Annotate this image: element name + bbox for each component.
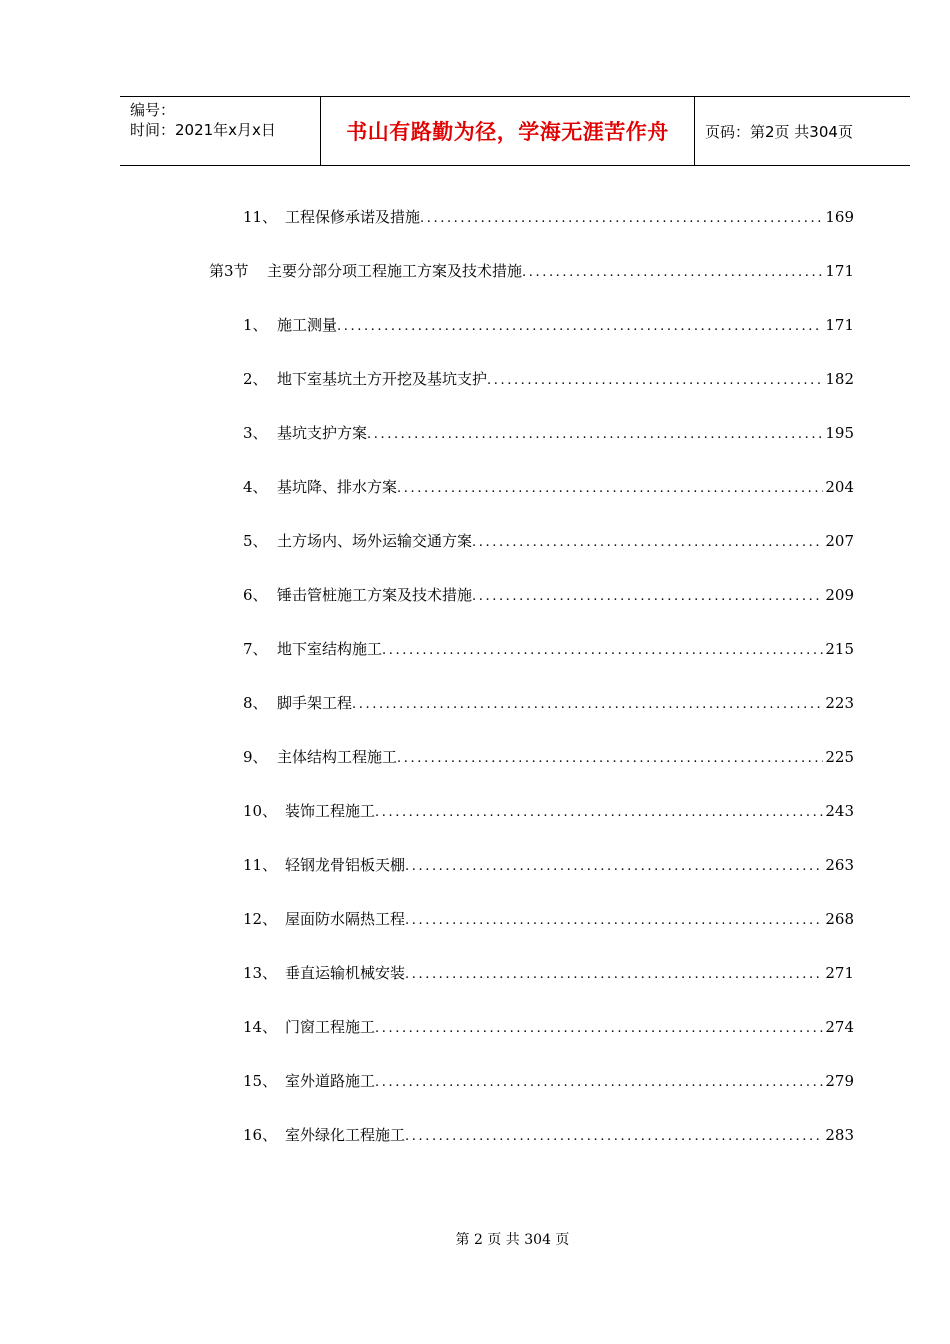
toc-entry-number: 2、: [243, 370, 268, 388]
toc-entry[interactable]: [243, 908, 854, 932]
toc-entry-title: 室外道路施工: [285, 1072, 376, 1090]
toc-entry[interactable]: [243, 1124, 854, 1148]
document-number-label: 编号：: [130, 101, 176, 119]
toc-entry[interactable]: [243, 638, 854, 662]
toc-leader-dots: [397, 751, 823, 766]
toc-leader-dots: [375, 1075, 823, 1090]
toc-entry[interactable]: [243, 962, 854, 986]
toc-entry-number: 9、: [243, 748, 268, 766]
toc-entry-page: 171: [825, 316, 854, 334]
toc-entry-number: 10、: [243, 802, 278, 820]
toc-entry-number: 7、: [243, 640, 268, 658]
toc-entry-title: 轻钢龙骨铝板天棚: [285, 856, 406, 874]
header-page-info: 页码：第2页 共304页: [705, 122, 853, 141]
toc-entry-page: 279: [825, 1072, 854, 1090]
toc-entry-title: 基坑降、排水方案: [277, 478, 398, 496]
toc-entry-number: 14、: [243, 1018, 278, 1036]
toc-entry-page: 225: [825, 748, 854, 766]
toc-entry-number: 11、: [243, 208, 278, 226]
toc-entry-title: 门窗工程施工: [285, 1018, 376, 1036]
toc-leader-dots: [397, 481, 823, 496]
document-time-label: 时间：2021年x月x日: [130, 121, 276, 139]
header-motto: 书山有路勤为径，学海无涯苦作舟: [321, 97, 695, 165]
toc-entry-page: 283: [825, 1126, 854, 1144]
toc-entry-page: 271: [825, 964, 854, 982]
toc-entry-title: 施工测量: [277, 316, 338, 334]
toc-entry-page: 268: [825, 910, 854, 928]
toc-entry[interactable]: [243, 692, 854, 716]
toc-entry-title: 主体结构工程施工: [277, 748, 398, 766]
toc-leader-dots: [405, 967, 823, 982]
toc-entry-number: 5、: [243, 532, 268, 550]
toc-entry[interactable]: [243, 422, 854, 446]
toc-leader-dots: [375, 805, 823, 820]
toc-entry-title: 室外绿化工程施工: [285, 1126, 406, 1144]
toc-entry[interactable]: [243, 584, 854, 608]
toc-entry[interactable]: [243, 206, 854, 230]
toc-entry[interactable]: [209, 260, 854, 284]
footer-page-text: 第 2 页 共 304 页: [455, 1232, 570, 1248]
toc-entry-title: 装饰工程施工: [285, 802, 376, 820]
toc-entry-page: 195: [825, 424, 854, 442]
toc-leader-dots: [522, 265, 823, 280]
toc-entry-number: 11、: [243, 856, 278, 874]
toc-entry-page: 223: [825, 694, 854, 712]
page-header: [120, 96, 910, 166]
toc-entry-number: 第3节: [209, 262, 249, 280]
toc-leader-dots: [375, 1021, 823, 1036]
header-meta: [120, 97, 321, 165]
toc-entry-title: 主要分部分项工程施工方案及技术措施: [267, 262, 523, 280]
toc-entry-page: 209: [825, 586, 854, 604]
toc-entry-page: 274: [825, 1018, 854, 1036]
toc-leader-dots: [337, 319, 823, 334]
toc-leader-dots: [352, 697, 823, 712]
toc-entry[interactable]: [243, 314, 854, 338]
toc-entry[interactable]: [243, 854, 854, 878]
toc-entry[interactable]: [243, 746, 854, 770]
toc-entry-title: 脚手架工程: [277, 694, 353, 712]
toc-leader-dots: [420, 211, 823, 226]
toc-entry[interactable]: [243, 1070, 854, 1094]
toc-entry-number: 16、: [243, 1126, 278, 1144]
toc-entry-title: 地下室基坑土方开挖及基坑支护: [277, 370, 488, 388]
toc-entry-number: 13、: [243, 964, 278, 982]
toc-entry-number: 6、: [243, 586, 268, 604]
toc-entry-number: 12、: [243, 910, 278, 928]
toc-entry-page: 171: [825, 262, 854, 280]
toc-entry-title: 屋面防水隔热工程: [285, 910, 406, 928]
toc-entry[interactable]: [243, 1016, 854, 1040]
page-footer: [0, 1229, 950, 1249]
toc-entry[interactable]: [243, 530, 854, 554]
toc-entry-page: 243: [825, 802, 854, 820]
toc-entry-number: 1、: [243, 316, 268, 334]
toc-leader-dots: [405, 1129, 823, 1144]
toc-leader-dots: [405, 913, 823, 928]
toc-entry-title: 地下室结构施工: [277, 640, 383, 658]
toc-entry[interactable]: [243, 368, 854, 392]
toc-leader-dots: [487, 373, 823, 388]
toc-leader-dots: [367, 427, 823, 442]
toc-entry-page: 215: [825, 640, 854, 658]
toc-entry[interactable]: [243, 476, 854, 500]
toc-leader-dots: [405, 859, 823, 874]
toc-entry-title: 垂直运输机械安装: [285, 964, 406, 982]
toc-entry-number: 3、: [243, 424, 268, 442]
toc-entry-title: 基坑支护方案: [277, 424, 368, 442]
toc-entry-page: 204: [825, 478, 854, 496]
toc-entry-title: 锤击管桩施工方案及技术措施: [277, 586, 473, 604]
toc-entry[interactable]: [243, 800, 854, 824]
toc-leader-dots: [472, 535, 823, 550]
toc-entry-number: 4、: [243, 478, 268, 496]
toc-leader-dots: [382, 643, 823, 658]
toc-entry-title: 土方场内、场外运输交通方案: [277, 532, 473, 550]
toc-entry-number: 8、: [243, 694, 268, 712]
toc-entry-page: 207: [825, 532, 854, 550]
toc-entry-page: 263: [825, 856, 854, 874]
toc-entry-page: 182: [825, 370, 854, 388]
toc-entry-page: 169: [825, 208, 854, 226]
toc-entry-number: 15、: [243, 1072, 278, 1090]
toc-leader-dots: [472, 589, 823, 604]
toc-entry-title: 工程保修承诺及措施: [285, 208, 421, 226]
